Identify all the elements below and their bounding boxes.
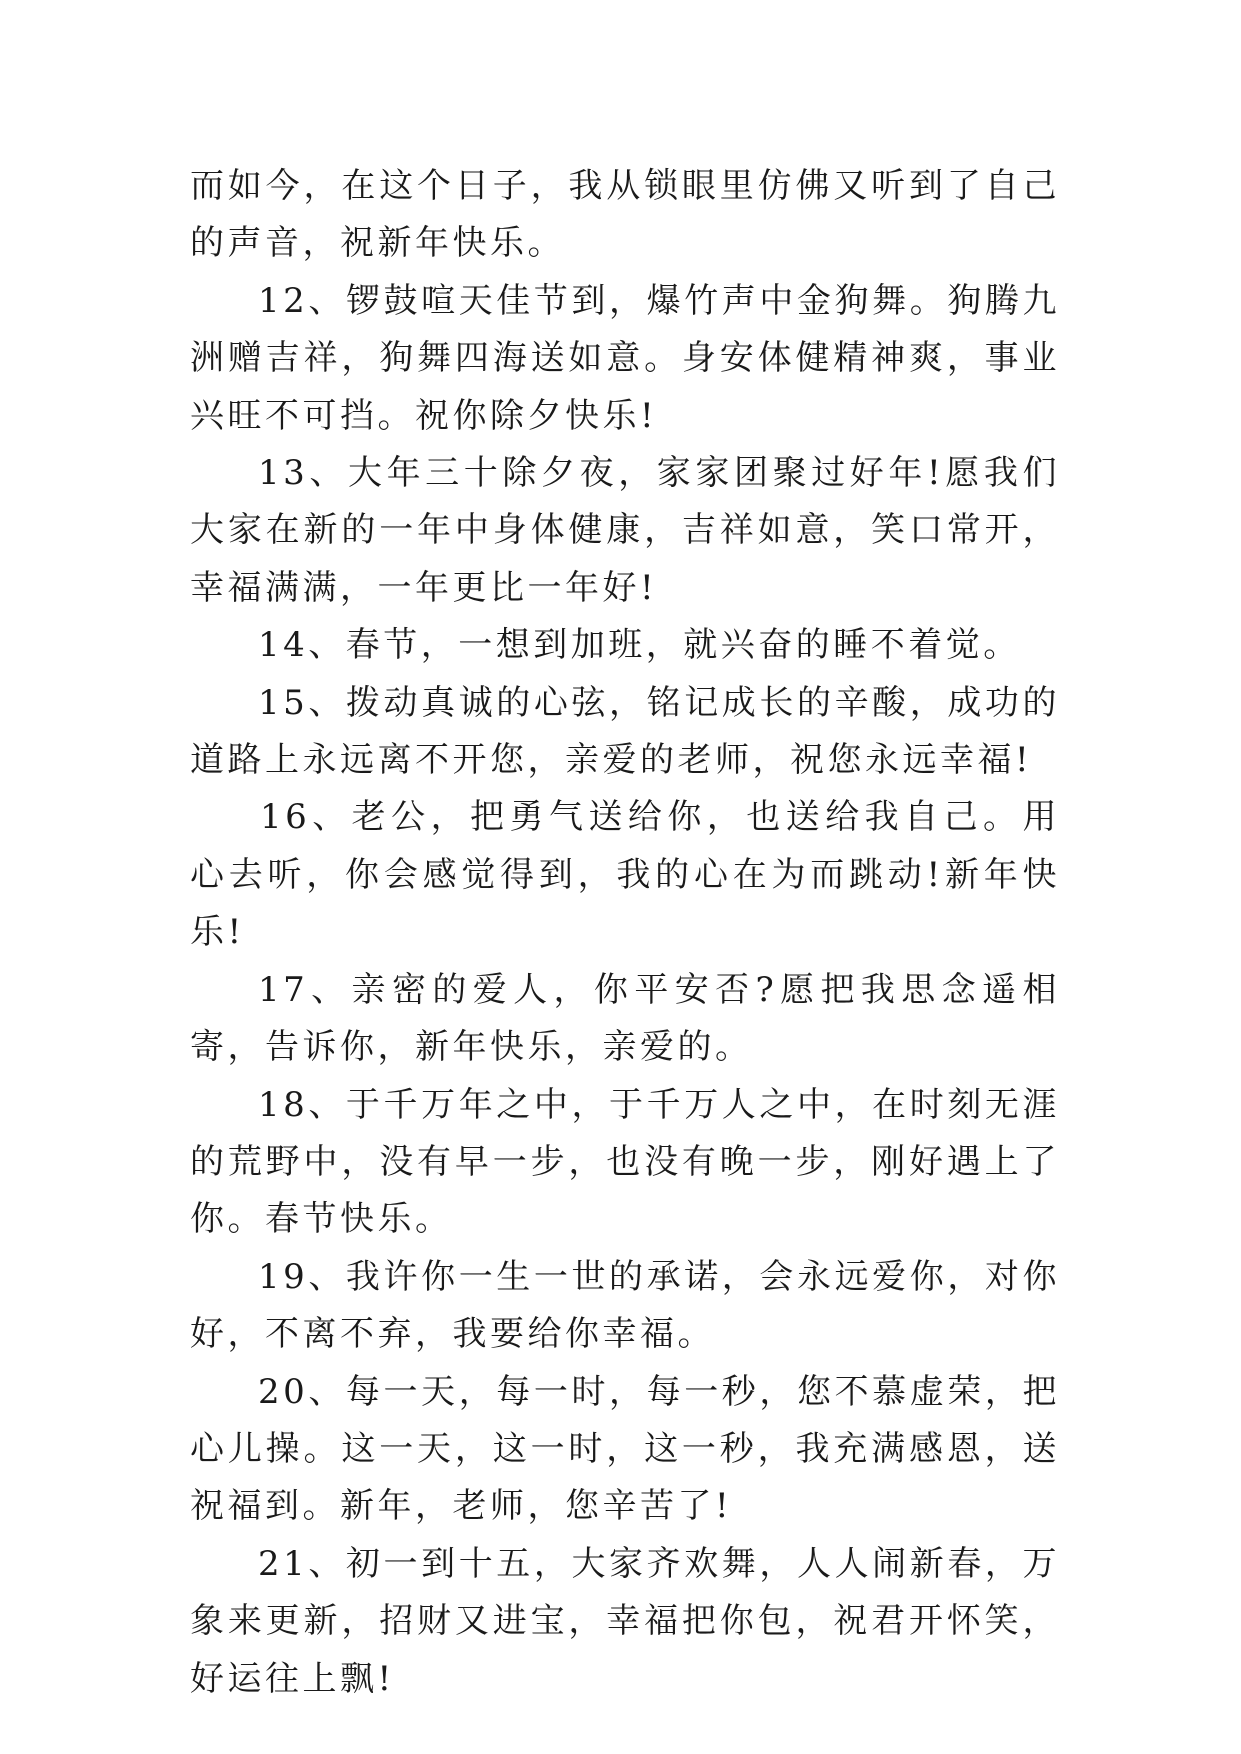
- paragraph-14: 14、春节，一想到加班，就兴奋的睡不着觉。: [258, 625, 1021, 666]
- paragraph-16: 16、老公，把勇气送给你，也送给我自己。用心去听，你会感觉得到，我的心在为而跳动!新年快乐!: [190, 797, 1060, 953]
- paragraph-18: 18、于千万年之中，于千万人之中，在时刻无涯的荒野中，没有早一步，也没有晚一步，刚好遇上了你。春节快乐。: [190, 1084, 1060, 1240]
- paragraph-20: 20、每一天，每一时，每一秒，您不慕虚荣，把心儿操。这一天，这一时，这一秒，我充满感恩，送祝福到。新年，老师，您辛苦了!: [190, 1371, 1060, 1527]
- paragraph-12: 12、锣鼓喧天佳节到，爆竹声中金狗舞。狗腾九洲赠吉祥，狗舞四海送如意。身安体健精神爽，事业兴旺不可挡。祝你除夕快乐!: [190, 280, 1060, 436]
- paragraph-continuation: 而如今，在这个日子，我从锁眼里仿佛又听到了自己的声音，祝新年快乐。: [190, 166, 1060, 264]
- paragraph-21: 21、初一到十五，大家齐欢舞，人人闹新春，万象来更新，招财又进宝，幸福把你包，祝君开怀笑，好运往上飘!: [190, 1543, 1060, 1699]
- paragraph-13: 13、大年三十除夕夜，家家团聚过好年!愿我们大家在新的一年中身体健康，吉祥如意，笑口常开，幸福满满，一年更比一年好!: [190, 453, 1060, 608]
- paragraph-17: 17、亲密的爱人，你平安否?愿把我思念遥相寄，告诉你，新年快乐，亲爱的。: [190, 969, 1060, 1068]
- paragraph-15: 15、拨动真诚的心弦，铭记成长的辛酸，成功的道路上永远离不开您，亲爱的老师，祝您永远幸福!: [190, 682, 1060, 781]
- document-body: [190, 158, 1060, 1708]
- paragraph-19: 19、我许你一生一世的承诺，会永远爱你，对你好，不离不弃，我要给你幸福。: [190, 1256, 1060, 1355]
